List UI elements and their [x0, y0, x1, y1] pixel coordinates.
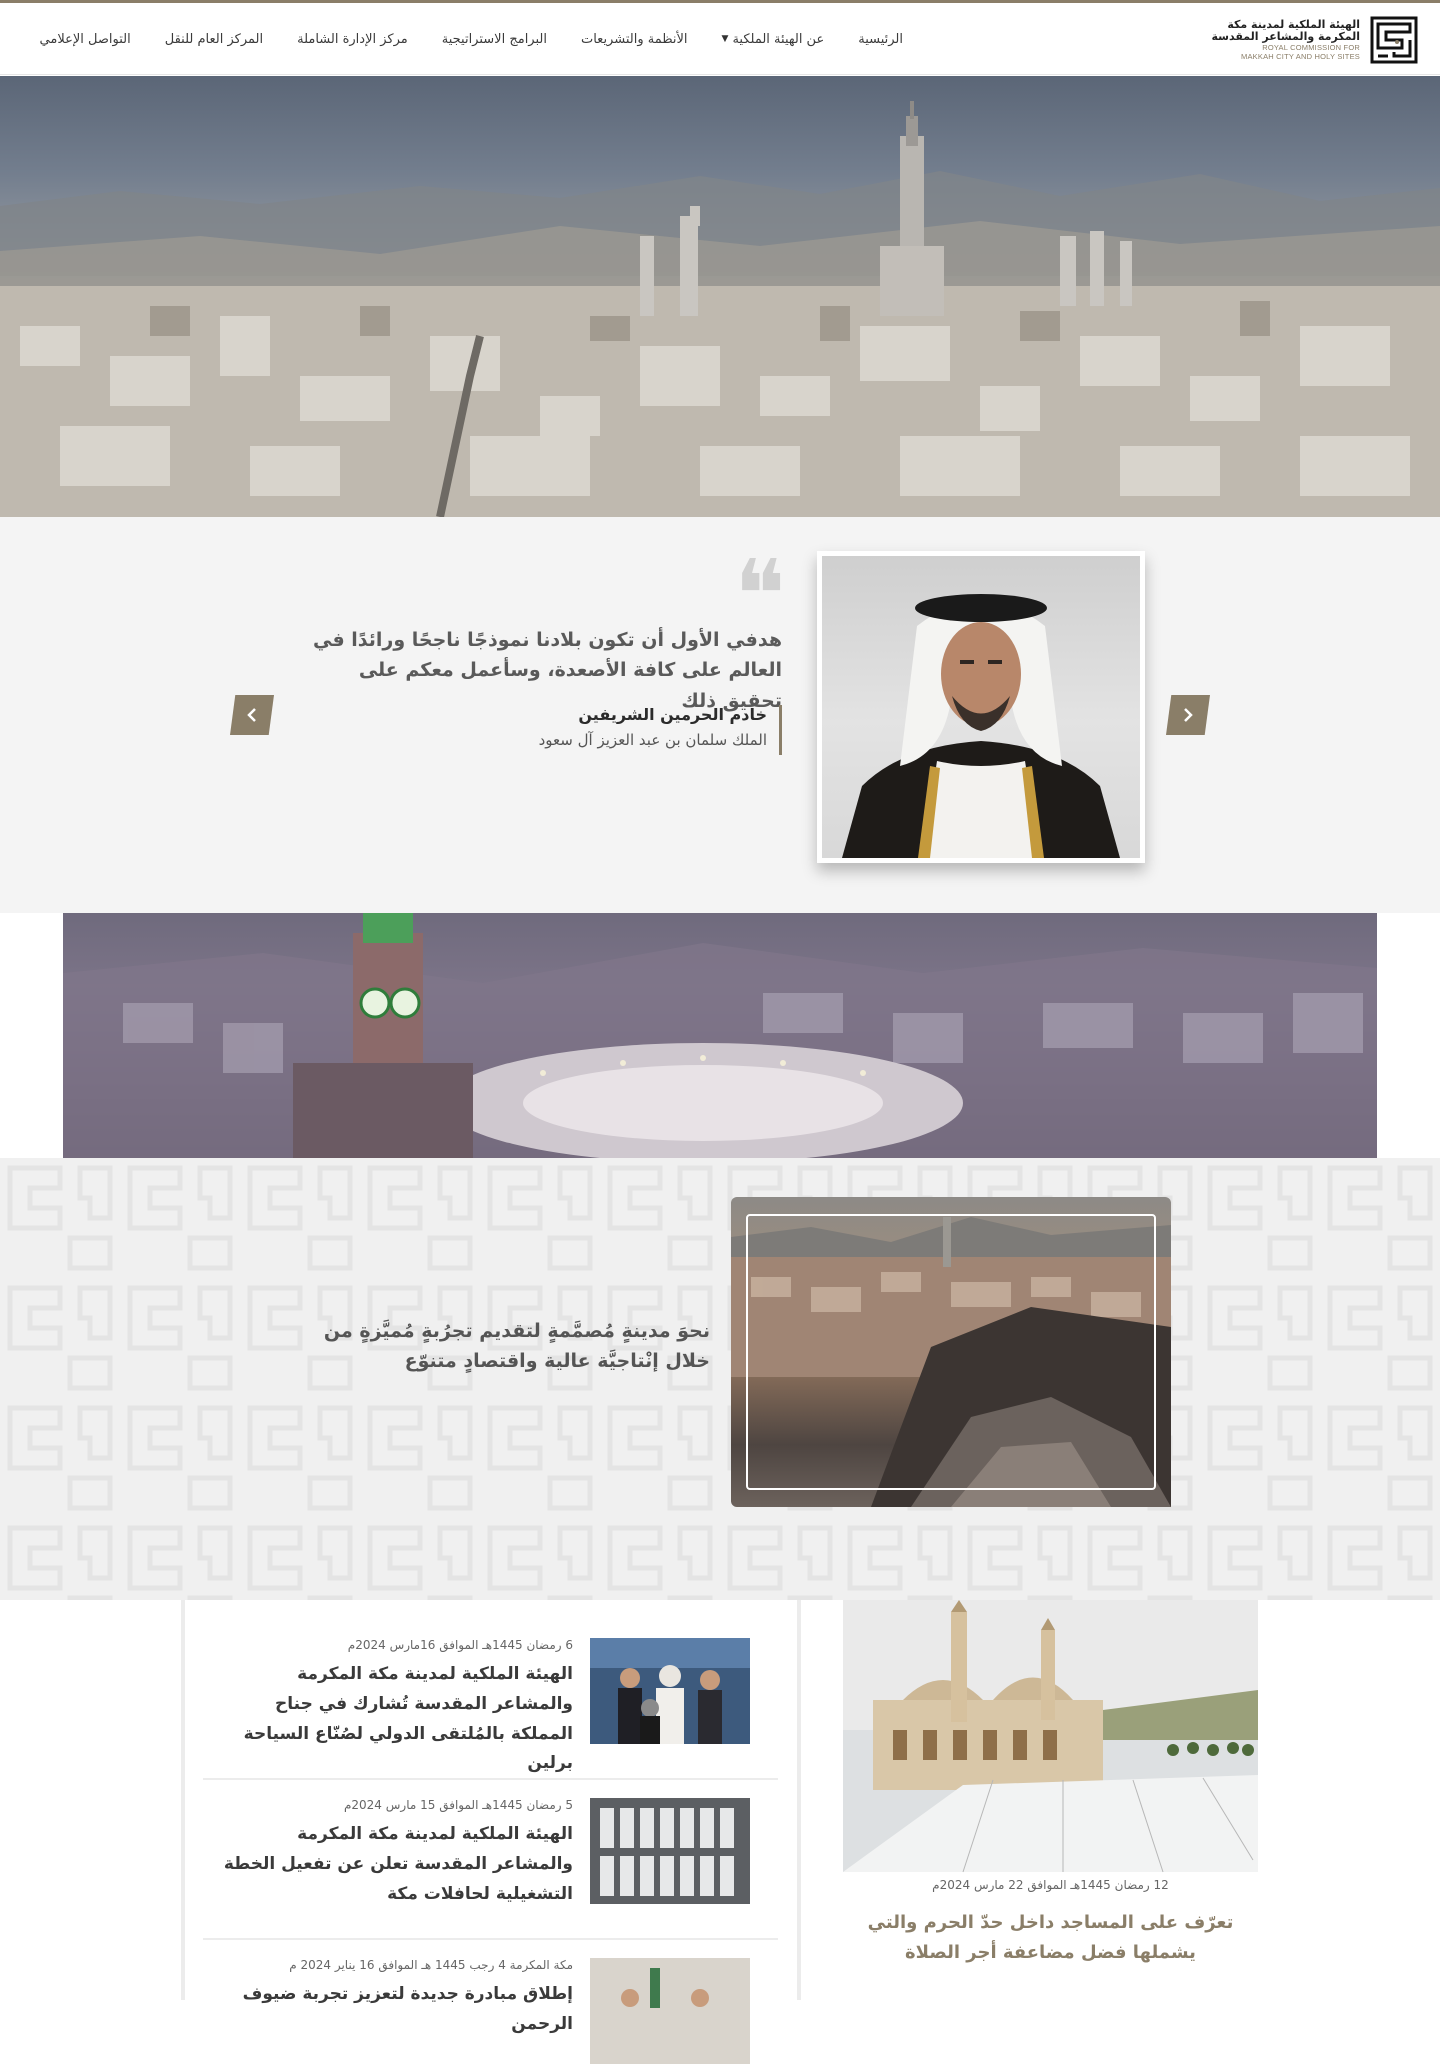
news-separator	[203, 1938, 778, 1940]
logo-arabic-line1: الهيئة الملكية لمدينة مكة	[1227, 17, 1360, 31]
hero-city-image	[0, 76, 1440, 517]
nav-item-about[interactable]	[705, 32, 842, 47]
quote-text: هدفي الأول أن تكون بلادنا نموذجًا ناجحًا ورائدًا في العالم على كافة الأصعدة، وسأعمل معكم على تحقيق ذلك	[312, 629, 782, 712]
chevron-left-icon	[245, 708, 259, 722]
logo-mark-icon	[1370, 16, 1418, 64]
news-date: 6 رمضان 1445هـ الموافق 16مارس 2024م	[347, 1638, 573, 1652]
news-divider	[797, 1600, 801, 2000]
news-title[interactable]: الهيئة الملكية لمدينة مكة المكرمة والمشاعر المقدسة تُشارك في جناح المملكة بالمُلتقى الدولي لصُنّاع السياحة برلين	[243, 1664, 573, 1774]
nav-item-label: مركز الإدارة الشاملة	[297, 31, 408, 47]
kufic-pattern-background	[0, 1158, 1440, 1600]
portrait-frame	[817, 551, 1145, 863]
news-divider	[181, 1600, 185, 2000]
logo-text	[1212, 19, 1360, 62]
logo-english-line2: MAKKAH CITY AND HOLY SITES	[1241, 51, 1360, 61]
news-thumbnail-image	[590, 1958, 750, 2064]
nav-item-media[interactable]	[23, 32, 148, 47]
nav-item-label: التواصل الإعلامي	[39, 31, 131, 47]
vision-statement: نحوَ مدينةٍ مُصمَّمةٍ لتقديم تجرُبةٍ مُميَّزةٍ من خلال إنْتاجيَّة عالية واقتصادٍ متنوّع	[323, 1320, 710, 1373]
author-title: خادم الحرمين الشريفين	[578, 705, 767, 724]
logo-arabic-line2: المكرمة والمشاعر المقدسة	[1211, 30, 1360, 44]
site-header	[0, 3, 1440, 75]
haram-panorama-banner[interactable]	[63, 913, 1377, 1158]
quote-author	[500, 705, 782, 755]
news-thumbnail-image	[590, 1638, 750, 1744]
news-section	[0, 1600, 1440, 2034]
caret-down-icon: ▼	[721, 34, 729, 44]
news-item[interactable]	[203, 1958, 778, 2034]
nav-item-label: المركز العام للنقل	[164, 31, 264, 47]
mosque-image	[843, 1600, 1258, 1872]
news-separator	[203, 1778, 778, 1780]
royal-quote-slider	[0, 517, 1440, 913]
nav-item-label: عن الهيئة الملكية	[732, 31, 825, 47]
news-title[interactable]: الهيئة الملكية لمدينة مكة المكرمة والمشاعر المقدسة تعلن عن تفعيل الخطة التشغيلية لحافلات مكة	[223, 1824, 573, 1904]
news-thumbnail-image	[590, 1798, 750, 1904]
news-title[interactable]: إطلاق مبادرة جديدة لتعزيز تجربة ضيوف الرحمن	[242, 1984, 573, 2034]
news-date: 5 رمضان 1445هـ الموافق 15 مارس 2024م	[343, 1798, 573, 1812]
photo-inner-frame	[746, 1214, 1156, 1490]
site-logo[interactable]	[1212, 14, 1418, 66]
author-name: الملك سلمان بن عبد العزيز آل سعود	[538, 731, 767, 749]
news-date: مكة المكرمة 4 رجب 1445 هـ الموافق 16 يناير 2024 م	[289, 1958, 573, 1972]
makkah-mountains-image	[731, 1197, 1171, 1507]
nav-item-transport-center[interactable]	[148, 32, 280, 47]
nav-item-programs[interactable]	[425, 32, 564, 47]
featured-news-card[interactable]	[843, 1600, 1258, 1967]
nav-item-label: البرامج الاستراتيجية	[441, 31, 547, 47]
slider-next-button[interactable]	[1166, 695, 1210, 735]
featured-news-title[interactable]: تعرّف على المساجد داخل حدّ الحرم والتي يشملها فضل مضاعفة أجر الصلاة	[867, 1912, 1234, 1963]
news-item[interactable]	[203, 1798, 778, 1948]
main-navigation	[28, 3, 920, 75]
nav-item-home[interactable]	[841, 32, 920, 47]
vision-section	[0, 1158, 1440, 1600]
logo-english-line1: ROYAL COMMISSION FOR	[1262, 43, 1360, 53]
news-date: 12 رمضان 1445هـ الموافق 22 مارس 2024م	[932, 1878, 1169, 1892]
nav-item-label: الأنظمة والتشريعات	[580, 31, 688, 47]
news-item[interactable]	[203, 1638, 778, 1788]
nav-item-regulations[interactable]	[564, 32, 705, 47]
quote-mark-icon: ❝	[734, 539, 786, 651]
nav-item-management-center[interactable]	[280, 32, 425, 47]
king-portrait-image	[822, 556, 1140, 858]
slider-prev-button[interactable]	[230, 695, 274, 735]
nav-item-label: الرئيسية	[858, 31, 903, 47]
chevron-right-icon	[1181, 708, 1195, 722]
